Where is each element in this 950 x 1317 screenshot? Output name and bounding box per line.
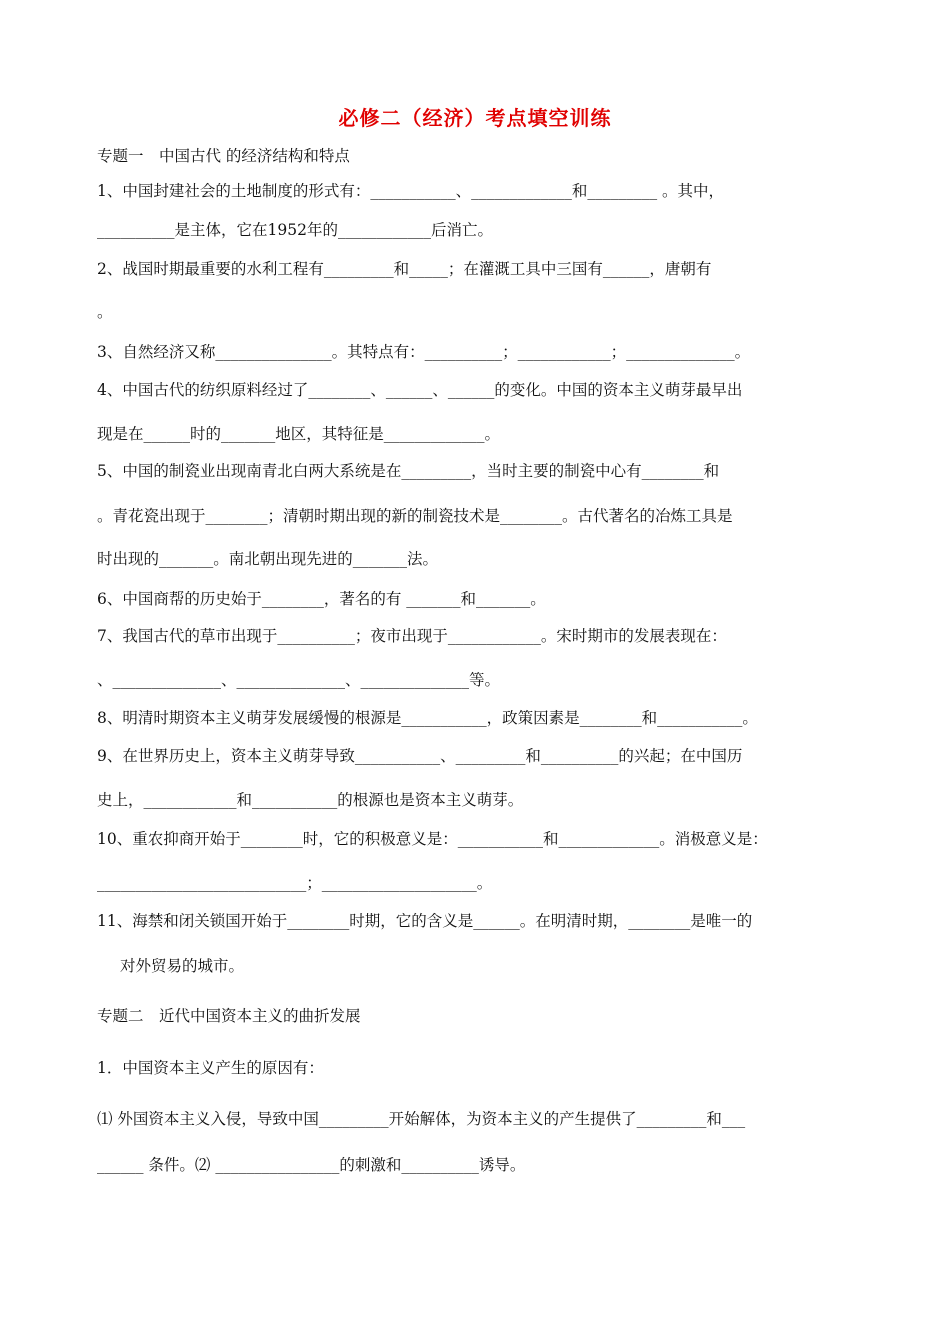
question-line: 10、重农抑商开始于________时，它的积极意义是：___________和_____________。消极意义是： (97, 830, 768, 848)
page-title: 必修二（经济）考点填空训练 (338, 106, 612, 130)
section-heading-1: 专题一 中国古代 的经济结构和特点 (97, 147, 350, 165)
question-line: ⑴ 外国资本主义入侵，导致中国_________开始解体，为资本主义的产生提供了_________和___ (97, 1110, 746, 1128)
question-line: 5、中国的制瓷业出现南青北白两大系统是在_________，当时主要的制瓷中心有________和 (97, 462, 720, 480)
question-line: 6、中国商帮的历史始于________，著名的有 _______和_______。 (97, 590, 546, 608)
question-line: 9、在世界历史上，资本主义萌芽导致___________、_________和__________的兴起；在中国历 (97, 747, 743, 765)
question-line: 2、战国时期最重要的水利工程有_________和_____；在灌溉工具中三国有______，唐朝有 (97, 260, 712, 278)
question-line: 1．中国资本主义产生的原因有： (97, 1059, 324, 1077)
question-line: __________是主体，它在1952年的____________后消亡。 (97, 221, 493, 239)
question-line: ___________________________；____________________。 (97, 874, 493, 892)
question-line: 1、中国封建社会的土地制度的形式有：___________、_____________和_________ 。其中， (97, 182, 725, 200)
question-line: 3、自然经济又称_______________。其特点有：__________；____________；______________。 (97, 343, 751, 361)
section-heading-2: 专题二 近代中国资本主义的曲折发展 (97, 1007, 361, 1025)
question-line: 时出现的_______。南北朝出现先进的_______法。 (97, 550, 439, 568)
question-line: 、______________、______________、______________等。 (97, 671, 501, 689)
question-line: 7、我国古代的草市出现于__________；夜市出现于____________。宋时期市的发展表现在： (97, 627, 727, 645)
question-line: 。 (97, 303, 113, 321)
question-line: 现是在______时的_______地区，其特征是_____________。 (97, 425, 501, 443)
question-line: 8、明清时期资本主义萌芽发展缓慢的根源是___________，政策因素是________和___________。 (97, 709, 758, 727)
question-line: 11、海禁和闭关锁国开始于________时期，它的含义是______。在明清时期，________是唯一的 (97, 912, 753, 930)
question-line: 史上，____________和___________的根源也是资本主义萌芽。 (97, 791, 524, 809)
question-line: 4、中国古代的纺织原料经过了________、______、______的变化。中国的资本主义萌芽最早出 (97, 381, 743, 399)
question-line: 对外贸易的城市。 (120, 957, 245, 975)
question-line: ______ 条件。⑵ ________________的刺激和__________诱导。 (97, 1156, 526, 1174)
question-line: 。青花瓷出现于________；清朝时期出现的新的制瓷技术是________。古代著名的冶炼工具是 (97, 507, 733, 525)
